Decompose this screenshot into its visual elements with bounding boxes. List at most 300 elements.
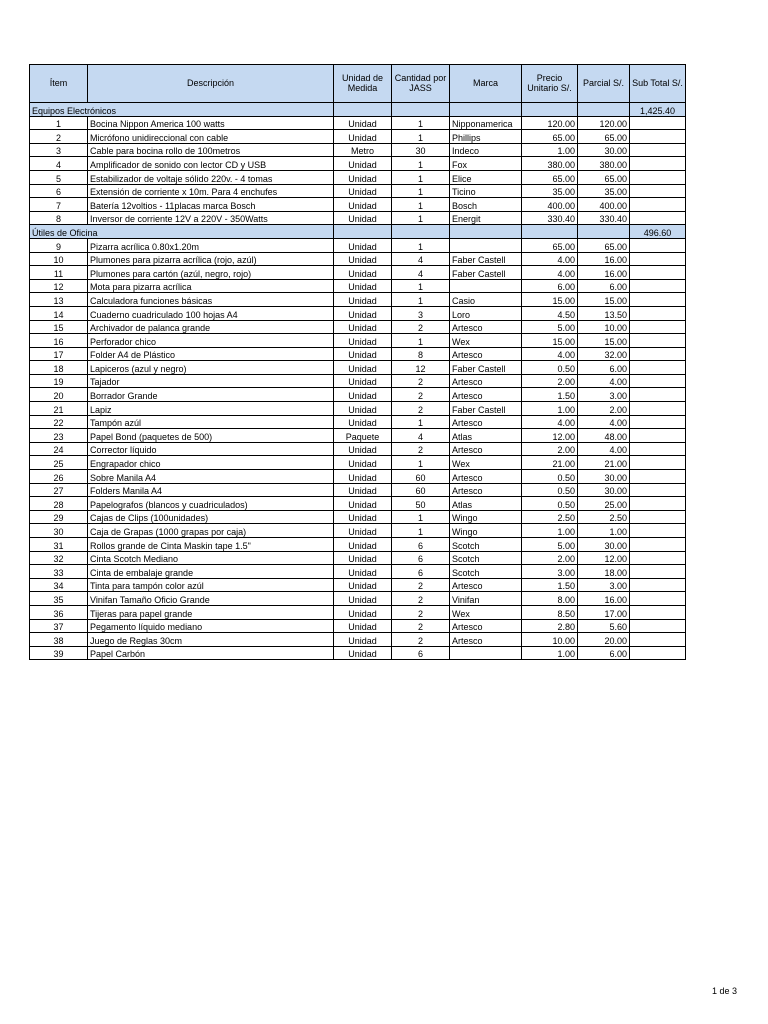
table-row (30, 374, 686, 388)
item-description: Lapiz (88, 402, 334, 416)
item-brand: Indeco (450, 143, 522, 157)
item-description: Estabilizador de voltaje sólido 220v. - 4 tomas (88, 170, 334, 184)
table-row (30, 170, 686, 184)
item-quantity: 1 (392, 524, 450, 538)
item-subtotal-empty (630, 415, 686, 429)
item-brand: Loro (450, 306, 522, 320)
table-row (30, 538, 686, 552)
item-brand: Casio (450, 293, 522, 307)
item-description: Amplificador de sonido con lector CD y USB (88, 157, 334, 171)
item-quantity: 2 (392, 388, 450, 402)
table-row (30, 238, 686, 252)
item-quantity: 1 (392, 211, 450, 225)
table-row (30, 211, 686, 225)
item-description: Papel Carbón (88, 646, 334, 660)
table-row (30, 157, 686, 171)
item-unit: Unidad (334, 266, 392, 280)
item-quantity: 4 (392, 252, 450, 266)
item-unit-price: 0.50 (522, 483, 578, 497)
item-quantity: 2 (392, 633, 450, 647)
item-subtotal-empty (630, 402, 686, 416)
table-row (30, 551, 686, 565)
table-row (30, 402, 686, 416)
item-unit: Unidad (334, 334, 392, 348)
item-number: 24 (30, 442, 88, 456)
item-quantity: 2 (392, 578, 450, 592)
item-description: Sobre Manila A4 (88, 470, 334, 484)
section-empty-cell (392, 225, 450, 239)
item-partial: 30.00 (578, 143, 630, 157)
item-unit: Unidad (334, 293, 392, 307)
item-number: 2 (30, 130, 88, 144)
item-unit: Unidad (334, 238, 392, 252)
item-number: 19 (30, 374, 88, 388)
page-number: 1 de 3 (712, 986, 738, 996)
section-empty-cell (334, 103, 392, 117)
item-partial: 1.00 (578, 524, 630, 538)
item-quantity: 1 (392, 198, 450, 212)
item-unit: Unidad (334, 361, 392, 375)
item-unit: Paquete (334, 429, 392, 443)
item-partial: 65.00 (578, 238, 630, 252)
table-row (30, 429, 686, 443)
section-empty-cell (450, 225, 522, 239)
item-unit-price: 15.00 (522, 293, 578, 307)
table-row (30, 470, 686, 484)
item-quantity: 50 (392, 497, 450, 511)
item-subtotal-empty (630, 578, 686, 592)
item-brand: Scotch (450, 565, 522, 579)
item-brand: Fox (450, 157, 522, 171)
header-marca: Marca (450, 65, 522, 103)
item-subtotal-empty (630, 157, 686, 171)
item-brand: Ticino (450, 184, 522, 198)
table-row (30, 334, 686, 348)
item-partial: 32.00 (578, 347, 630, 361)
item-description: Cable para bocina rollo de 100metros (88, 143, 334, 157)
item-brand: Artesco (450, 374, 522, 388)
item-brand (450, 279, 522, 293)
item-partial: 16.00 (578, 592, 630, 606)
item-subtotal-empty (630, 252, 686, 266)
table-row (30, 605, 686, 619)
item-quantity: 12 (392, 361, 450, 375)
item-number: 9 (30, 238, 88, 252)
item-unit: Unidad (334, 497, 392, 511)
item-partial: 5.60 (578, 619, 630, 633)
item-unit-price: 8.50 (522, 605, 578, 619)
item-number: 36 (30, 605, 88, 619)
item-number: 31 (30, 538, 88, 552)
item-number: 12 (30, 279, 88, 293)
item-description: Calculadora funciones básicas (88, 293, 334, 307)
item-unit: Unidad (334, 578, 392, 592)
item-number: 15 (30, 320, 88, 334)
item-unit: Unidad (334, 374, 392, 388)
item-number: 29 (30, 510, 88, 524)
item-unit-price: 8.00 (522, 592, 578, 606)
item-quantity: 1 (392, 130, 450, 144)
table-row (30, 415, 686, 429)
item-brand: Artesco (450, 388, 522, 402)
item-quantity: 6 (392, 646, 450, 660)
item-quantity: 2 (392, 320, 450, 334)
table-row (30, 184, 686, 198)
item-subtotal-empty (630, 334, 686, 348)
section-empty-cell (522, 225, 578, 239)
item-number: 13 (30, 293, 88, 307)
item-brand: Artesco (450, 633, 522, 647)
item-partial: 18.00 (578, 565, 630, 579)
item-quantity: 3 (392, 306, 450, 320)
item-subtotal-empty (630, 170, 686, 184)
item-brand: Atlas (450, 497, 522, 511)
table-row (30, 116, 686, 130)
item-brand: Faber Castell (450, 361, 522, 375)
table-row (30, 646, 686, 660)
item-subtotal-empty (630, 592, 686, 606)
item-brand: Artesco (450, 470, 522, 484)
item-description: Caja de Grapas (1000 grapas por caja) (88, 524, 334, 538)
item-unit: Unidad (334, 456, 392, 470)
item-unit-price: 2.80 (522, 619, 578, 633)
item-brand (450, 238, 522, 252)
table-row (30, 388, 686, 402)
item-quantity: 1 (392, 456, 450, 470)
header-cantidad: Cantidad por JASS (392, 65, 450, 103)
item-unit-price: 2.00 (522, 551, 578, 565)
item-unit-price: 1.50 (522, 388, 578, 402)
item-number: 28 (30, 497, 88, 511)
item-number: 1 (30, 116, 88, 130)
item-number: 32 (30, 551, 88, 565)
section-subtotal: 1,425.40 (630, 103, 686, 117)
header-precio: Precio Unitario S/. (522, 65, 578, 103)
header-item: Ítem (30, 65, 88, 103)
item-brand: Artesco (450, 578, 522, 592)
item-subtotal-empty (630, 320, 686, 334)
item-unit: Unidad (334, 633, 392, 647)
section-title: Equipos Electrónicos (30, 103, 334, 117)
item-description: Tajador (88, 374, 334, 388)
table-row (30, 524, 686, 538)
item-partial: 20.00 (578, 633, 630, 647)
item-quantity: 2 (392, 592, 450, 606)
item-description: Inversor de corriente 12V a 220V - 350Watts (88, 211, 334, 225)
item-partial: 65.00 (578, 170, 630, 184)
item-subtotal-empty (630, 646, 686, 660)
item-unit: Unidad (334, 388, 392, 402)
table-row (30, 483, 686, 497)
item-brand: Artesco (450, 619, 522, 633)
item-unit: Unidad (334, 646, 392, 660)
item-partial: 380.00 (578, 157, 630, 171)
item-subtotal-empty (630, 619, 686, 633)
items-table (29, 64, 686, 660)
table-row (30, 619, 686, 633)
item-unit-price: 0.50 (522, 361, 578, 375)
item-number: 4 (30, 157, 88, 171)
item-description: Papelografos (blancos y cuadriculados) (88, 497, 334, 511)
item-partial: 12.00 (578, 551, 630, 565)
item-description: Tijeras para papel grande (88, 605, 334, 619)
item-unit-price: 1.00 (522, 524, 578, 538)
item-brand: Phillips (450, 130, 522, 144)
item-number: 34 (30, 578, 88, 592)
item-description: Tampón azúl (88, 415, 334, 429)
item-brand: Scotch (450, 538, 522, 552)
item-unit-price: 5.00 (522, 538, 578, 552)
item-number: 14 (30, 306, 88, 320)
header-row (30, 65, 686, 103)
item-brand: Wingo (450, 524, 522, 538)
item-brand: Wex (450, 456, 522, 470)
item-partial: 25.00 (578, 497, 630, 511)
item-unit-price: 0.50 (522, 497, 578, 511)
item-description: Cuaderno cuadriculado 100 hojas A4 (88, 306, 334, 320)
item-unit: Unidad (334, 483, 392, 497)
item-unit: Unidad (334, 510, 392, 524)
item-unit-price: 4.00 (522, 252, 578, 266)
item-quantity: 1 (392, 238, 450, 252)
item-subtotal-empty (630, 266, 686, 280)
table-row (30, 578, 686, 592)
item-partial: 65.00 (578, 130, 630, 144)
item-brand: Artesco (450, 442, 522, 456)
item-description: Bocina Nippon America 100 watts (88, 116, 334, 130)
item-unit: Unidad (334, 320, 392, 334)
item-unit: Unidad (334, 442, 392, 456)
item-description: Cinta de embalaje grande (88, 565, 334, 579)
item-partial: 10.00 (578, 320, 630, 334)
item-quantity: 30 (392, 143, 450, 157)
item-description: Corrector líquido (88, 442, 334, 456)
item-quantity: 1 (392, 279, 450, 293)
item-unit: Unidad (334, 306, 392, 320)
item-unit: Unidad (334, 470, 392, 484)
item-unit: Unidad (334, 252, 392, 266)
table-row (30, 130, 686, 144)
item-unit-price: 0.50 (522, 470, 578, 484)
item-brand: Vinifan (450, 592, 522, 606)
item-description: Engrapador chico (88, 456, 334, 470)
item-quantity: 4 (392, 266, 450, 280)
item-partial: 6.00 (578, 361, 630, 375)
item-unit-price: 65.00 (522, 170, 578, 184)
item-number: 20 (30, 388, 88, 402)
item-quantity: 60 (392, 470, 450, 484)
item-quantity: 1 (392, 415, 450, 429)
item-unit: Unidad (334, 551, 392, 565)
item-unit: Unidad (334, 211, 392, 225)
section-title: Útiles de Oficina (30, 225, 334, 239)
item-number: 16 (30, 334, 88, 348)
item-subtotal-empty (630, 565, 686, 579)
item-quantity: 2 (392, 619, 450, 633)
item-quantity: 1 (392, 170, 450, 184)
item-partial: 330.40 (578, 211, 630, 225)
table-row (30, 361, 686, 375)
table-body (30, 103, 686, 660)
table-row (30, 442, 686, 456)
item-subtotal-empty (630, 374, 686, 388)
item-unit: Unidad (334, 415, 392, 429)
item-partial: 35.00 (578, 184, 630, 198)
item-partial: 15.00 (578, 293, 630, 307)
item-quantity: 60 (392, 483, 450, 497)
item-brand: Nipponamerica (450, 116, 522, 130)
item-unit: Unidad (334, 198, 392, 212)
item-description: Mota para pizarra acrílica (88, 279, 334, 293)
item-quantity: 1 (392, 293, 450, 307)
item-subtotal-empty (630, 279, 686, 293)
item-partial: 2.50 (578, 510, 630, 524)
item-unit-price: 5.00 (522, 320, 578, 334)
item-brand: Wex (450, 334, 522, 348)
item-number: 37 (30, 619, 88, 633)
table-row (30, 347, 686, 361)
item-description: Cinta Scotch Mediano (88, 551, 334, 565)
item-unit: Unidad (334, 565, 392, 579)
item-quantity: 2 (392, 374, 450, 388)
item-unit: Unidad (334, 347, 392, 361)
item-description: Rollos grande de Cinta Maskin tape 1.5" (88, 538, 334, 552)
item-unit: Unidad (334, 157, 392, 171)
item-subtotal-empty (630, 483, 686, 497)
item-brand: Elice (450, 170, 522, 184)
item-partial: 4.00 (578, 415, 630, 429)
item-subtotal-empty (630, 510, 686, 524)
item-description: Perforador chico (88, 334, 334, 348)
table-row (30, 510, 686, 524)
item-brand: Artesco (450, 320, 522, 334)
item-brand: Artesco (450, 483, 522, 497)
table-row (30, 320, 686, 334)
item-partial: 30.00 (578, 538, 630, 552)
item-subtotal-empty (630, 347, 686, 361)
item-unit: Unidad (334, 619, 392, 633)
item-quantity: 6 (392, 551, 450, 565)
item-description: Extensión de corriente x 10m. Para 4 enchufes (88, 184, 334, 198)
item-subtotal-empty (630, 470, 686, 484)
item-unit-price: 2.00 (522, 374, 578, 388)
item-quantity: 2 (392, 402, 450, 416)
item-number: 38 (30, 633, 88, 647)
item-number: 27 (30, 483, 88, 497)
item-unit-price: 6.00 (522, 279, 578, 293)
item-subtotal-empty (630, 116, 686, 130)
item-unit: Unidad (334, 116, 392, 130)
item-unit-price: 1.00 (522, 402, 578, 416)
section-empty-cell (578, 103, 630, 117)
item-brand: Energit (450, 211, 522, 225)
item-subtotal-empty (630, 429, 686, 443)
section-empty-cell (450, 103, 522, 117)
item-partial: 4.00 (578, 442, 630, 456)
item-brand: Wingo (450, 510, 522, 524)
item-number: 26 (30, 470, 88, 484)
item-description: Papel Bond (paquetes de 500) (88, 429, 334, 443)
item-unit: Unidad (334, 170, 392, 184)
table-row (30, 633, 686, 647)
item-partial: 30.00 (578, 483, 630, 497)
item-unit: Unidad (334, 279, 392, 293)
header-unidad: Unidad de Medida (334, 65, 392, 103)
item-unit-price: 4.00 (522, 415, 578, 429)
item-number: 7 (30, 198, 88, 212)
item-description: Folders Manila A4 (88, 483, 334, 497)
item-unit-price: 12.00 (522, 429, 578, 443)
section-empty-cell (522, 103, 578, 117)
item-partial: 16.00 (578, 266, 630, 280)
section-empty-cell (578, 225, 630, 239)
item-brand: Faber Castell (450, 252, 522, 266)
item-description: Cajas de Clips (100unidades) (88, 510, 334, 524)
item-partial: 17.00 (578, 605, 630, 619)
item-subtotal-empty (630, 293, 686, 307)
item-subtotal-empty (630, 524, 686, 538)
item-number: 21 (30, 402, 88, 416)
item-unit: Unidad (334, 605, 392, 619)
item-brand: Scotch (450, 551, 522, 565)
item-number: 39 (30, 646, 88, 660)
item-partial: 4.00 (578, 374, 630, 388)
item-subtotal-empty (630, 497, 686, 511)
item-number: 6 (30, 184, 88, 198)
item-subtotal-empty (630, 184, 686, 198)
item-quantity: 2 (392, 442, 450, 456)
item-description: Vinifan Tamaño Oficio Grande (88, 592, 334, 606)
item-description: Pegamento líquido mediano (88, 619, 334, 633)
item-partial: 2.00 (578, 402, 630, 416)
item-brand: Faber Castell (450, 402, 522, 416)
item-quantity: 1 (392, 116, 450, 130)
item-subtotal-empty (630, 130, 686, 144)
item-unit: Unidad (334, 524, 392, 538)
header-descripcion: Descripción (88, 65, 334, 103)
item-quantity: 1 (392, 184, 450, 198)
item-number: 5 (30, 170, 88, 184)
item-brand: Atlas (450, 429, 522, 443)
item-unit-price: 2.50 (522, 510, 578, 524)
item-brand: Artesco (450, 415, 522, 429)
item-partial: 3.00 (578, 578, 630, 592)
item-quantity: 1 (392, 157, 450, 171)
item-unit: Unidad (334, 592, 392, 606)
item-quantity: 8 (392, 347, 450, 361)
item-subtotal-empty (630, 361, 686, 375)
section-subtotal: 496.60 (630, 225, 686, 239)
table-row (30, 565, 686, 579)
item-description: Plumones para cartón (azúl, negro, rojo) (88, 266, 334, 280)
item-unit-price: 65.00 (522, 130, 578, 144)
section-row (30, 103, 686, 117)
item-unit-price: 10.00 (522, 633, 578, 647)
item-description: Plumones para pizarra acrílica (rojo, azúl) (88, 252, 334, 266)
item-unit-price: 1.00 (522, 143, 578, 157)
item-quantity: 6 (392, 538, 450, 552)
item-subtotal-empty (630, 456, 686, 470)
item-unit-price: 4.50 (522, 306, 578, 320)
item-number: 3 (30, 143, 88, 157)
item-unit-price: 2.00 (522, 442, 578, 456)
item-unit-price: 15.00 (522, 334, 578, 348)
item-unit: Unidad (334, 130, 392, 144)
table-row (30, 456, 686, 470)
item-subtotal-empty (630, 238, 686, 252)
item-description: Tinta para tampón color azúl (88, 578, 334, 592)
item-subtotal-empty (630, 538, 686, 552)
